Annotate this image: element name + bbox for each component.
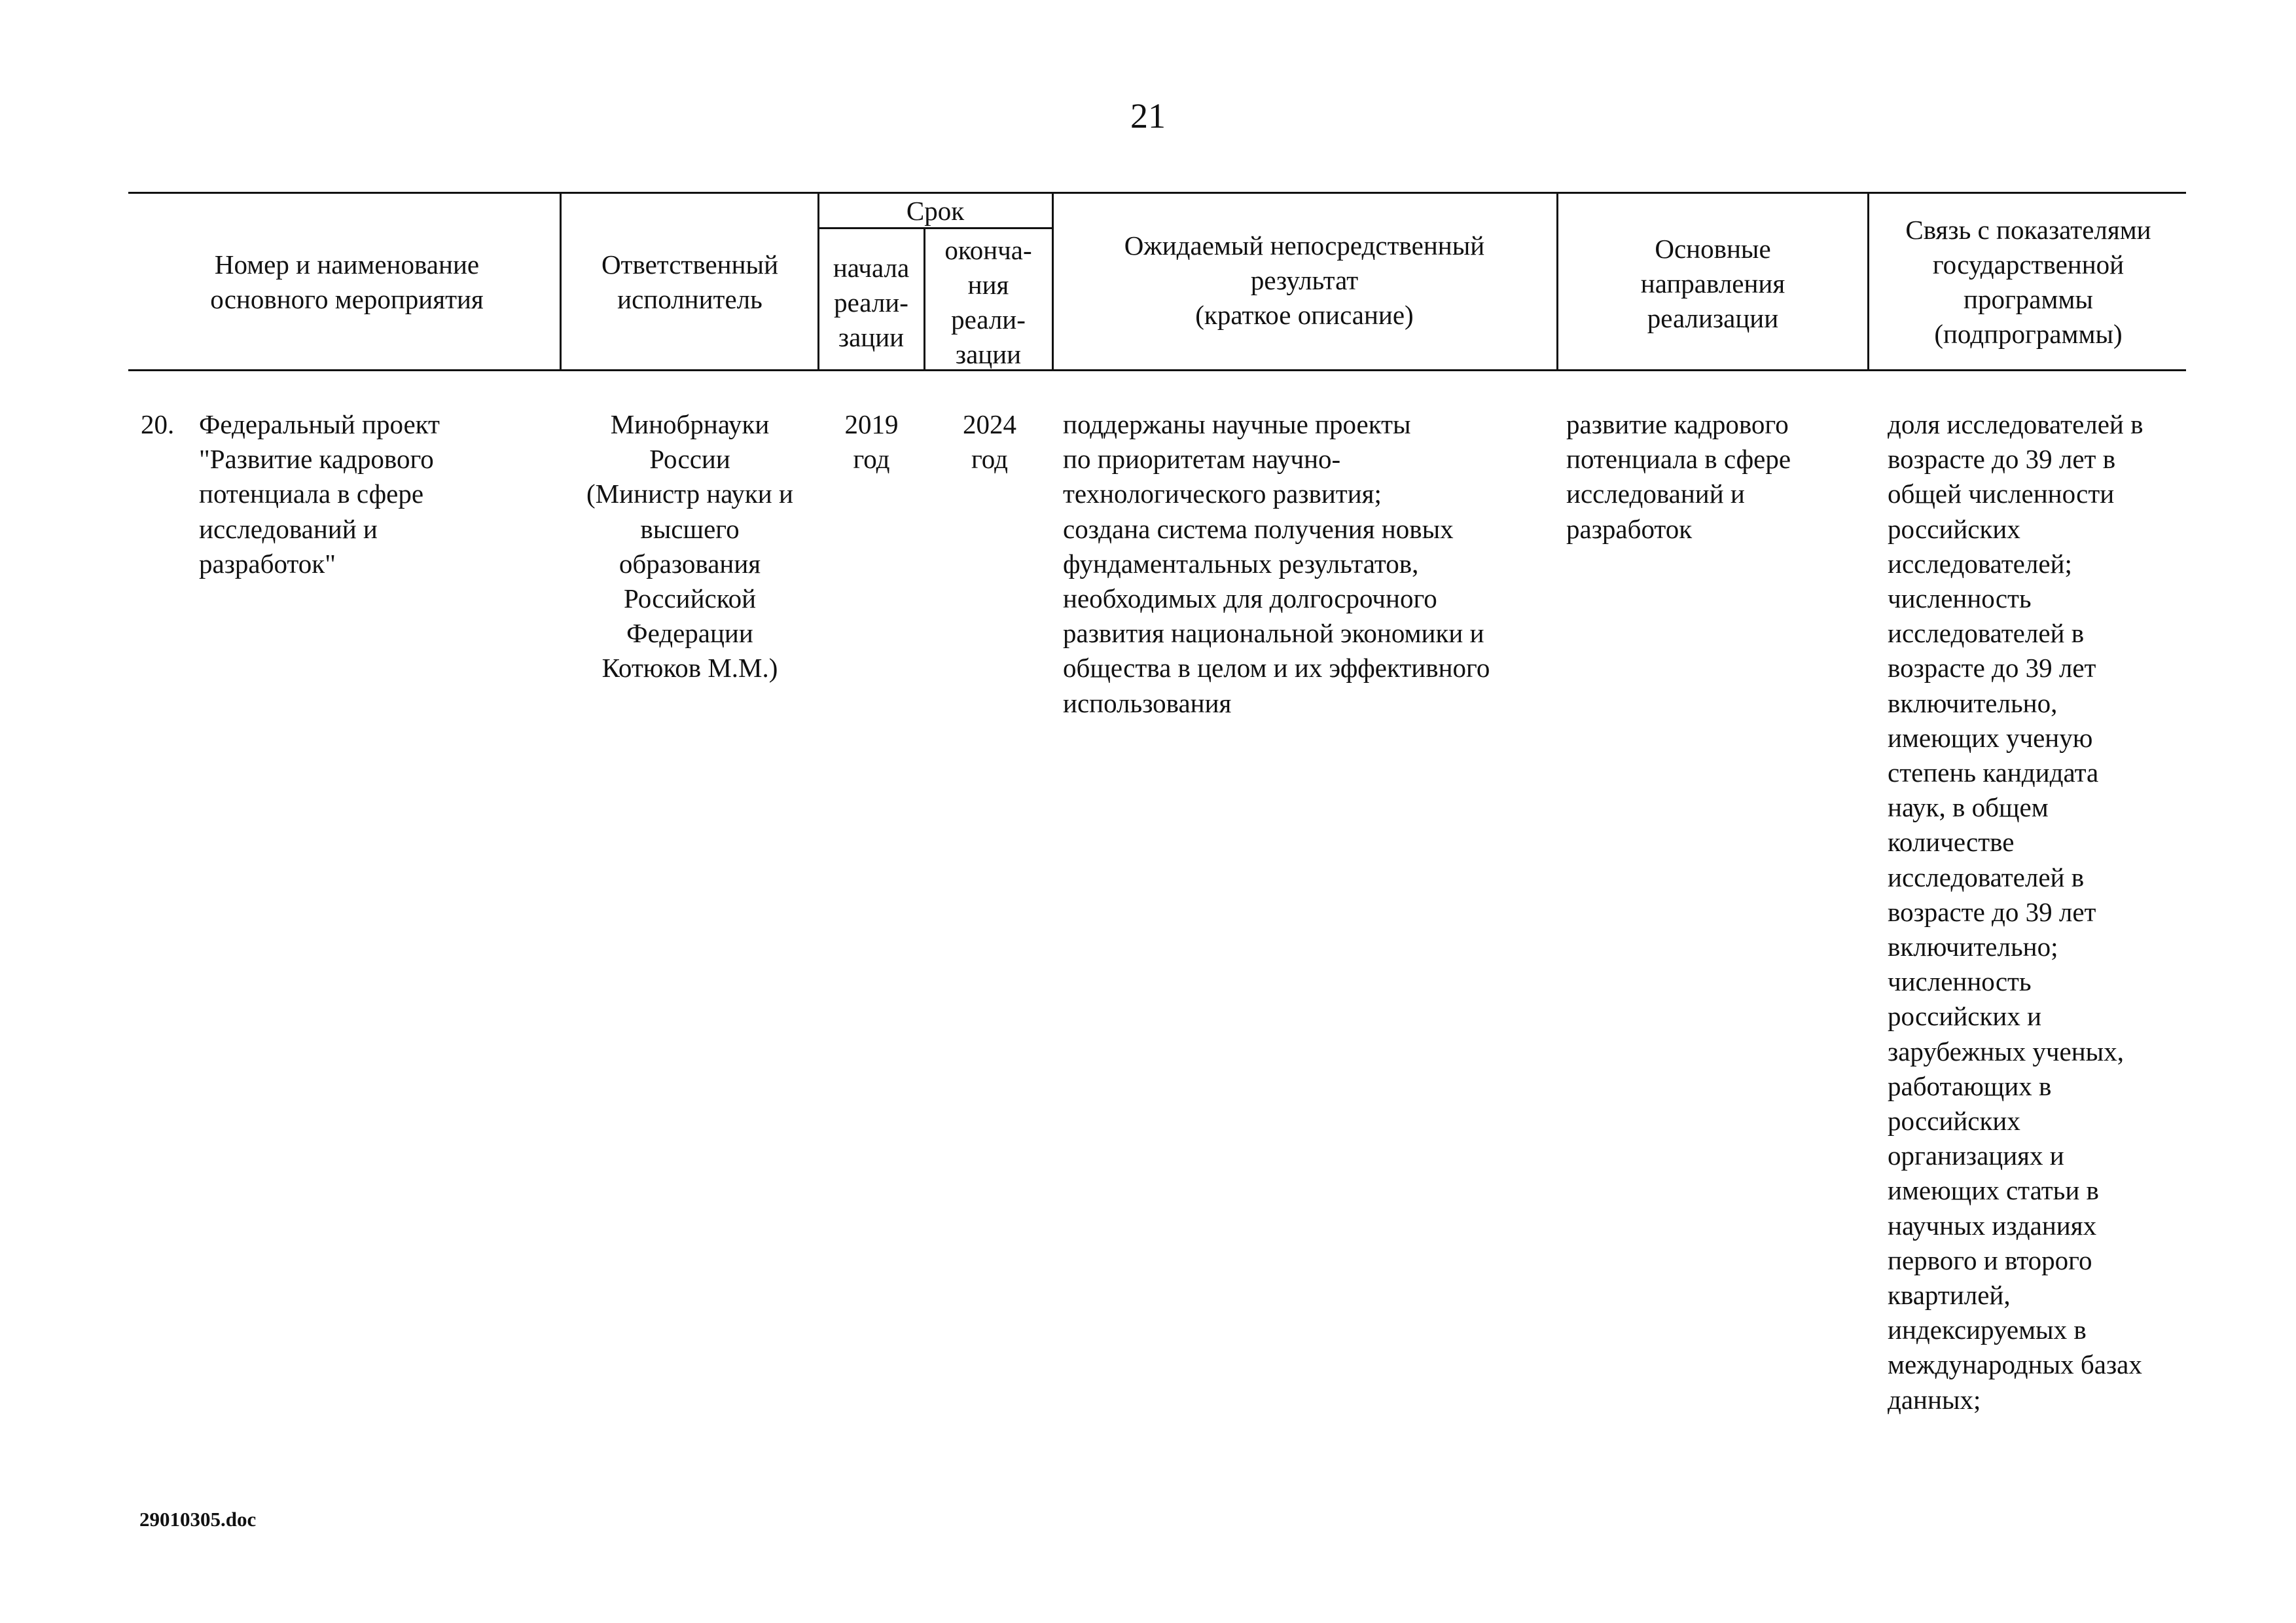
row-executor: Минобрнауки России (Министр науки и высшего образования Российской Федерации Котюков М.М.) [586, 409, 793, 684]
header-program-link: Связь с показателями государственной программы (подпрограммы) [1905, 215, 2151, 349]
header-directions: Основные направления реализации [1640, 234, 1785, 333]
page-number: 21 [1130, 96, 1166, 136]
column-divider [924, 227, 925, 371]
header-start: начала реали- зации [833, 253, 910, 352]
column-divider [1556, 192, 1558, 371]
document-code: 29010305.doc [139, 1508, 257, 1531]
column-divider [560, 192, 562, 371]
row-end-year: 2024 год [963, 409, 1016, 475]
header-number-and-name: Номер и наименование основного мероприятия [210, 249, 484, 314]
row-number: 20. [141, 409, 175, 439]
row-expected-result: поддержаны научные проекты по приоритетам научно- технологического развития; создана система получения новых фундаментальных результатов, необходимых для долгосрочного развития национальной экономики и общества в целом и их эффективного использования [1063, 409, 1490, 718]
row-activity-name: Федеральный проект "Развитие кадрового потенциала в сфере исследований и разработок" [199, 409, 440, 579]
column-divider [1052, 192, 1054, 371]
header-executor: Ответственный исполнитель [601, 249, 779, 314]
table-header-bottom-rule [128, 369, 2186, 371]
column-divider [1867, 192, 1869, 371]
table-top-rule [128, 192, 2186, 194]
header-end: оконча- ния реали- зации [944, 235, 1032, 369]
header-srok: Срок [906, 196, 965, 226]
header-expected-result: Ожидаемый непосредственный результат (краткое описание) [1124, 230, 1485, 330]
row-program-link: доля исследователей в возрасте до 39 лет в общей численности российских исследователей; численность исследователей в возрасте до 39 лет включительно, имеющих ученую степень кандидата наук, в общем количестве исследователей в возрасте до 39 лет включительно; численность российских и зарубежных ученых, работающих в российских организациях и имеющих статьи в научных изданиях первого и второго квартилей, индексируемых в международных базах данных; [1888, 409, 2144, 1415]
row-directions: развитие кадрового потенциала в сфере исследований и разработок [1566, 409, 1791, 544]
row-start-year: 2019 год [844, 409, 899, 475]
